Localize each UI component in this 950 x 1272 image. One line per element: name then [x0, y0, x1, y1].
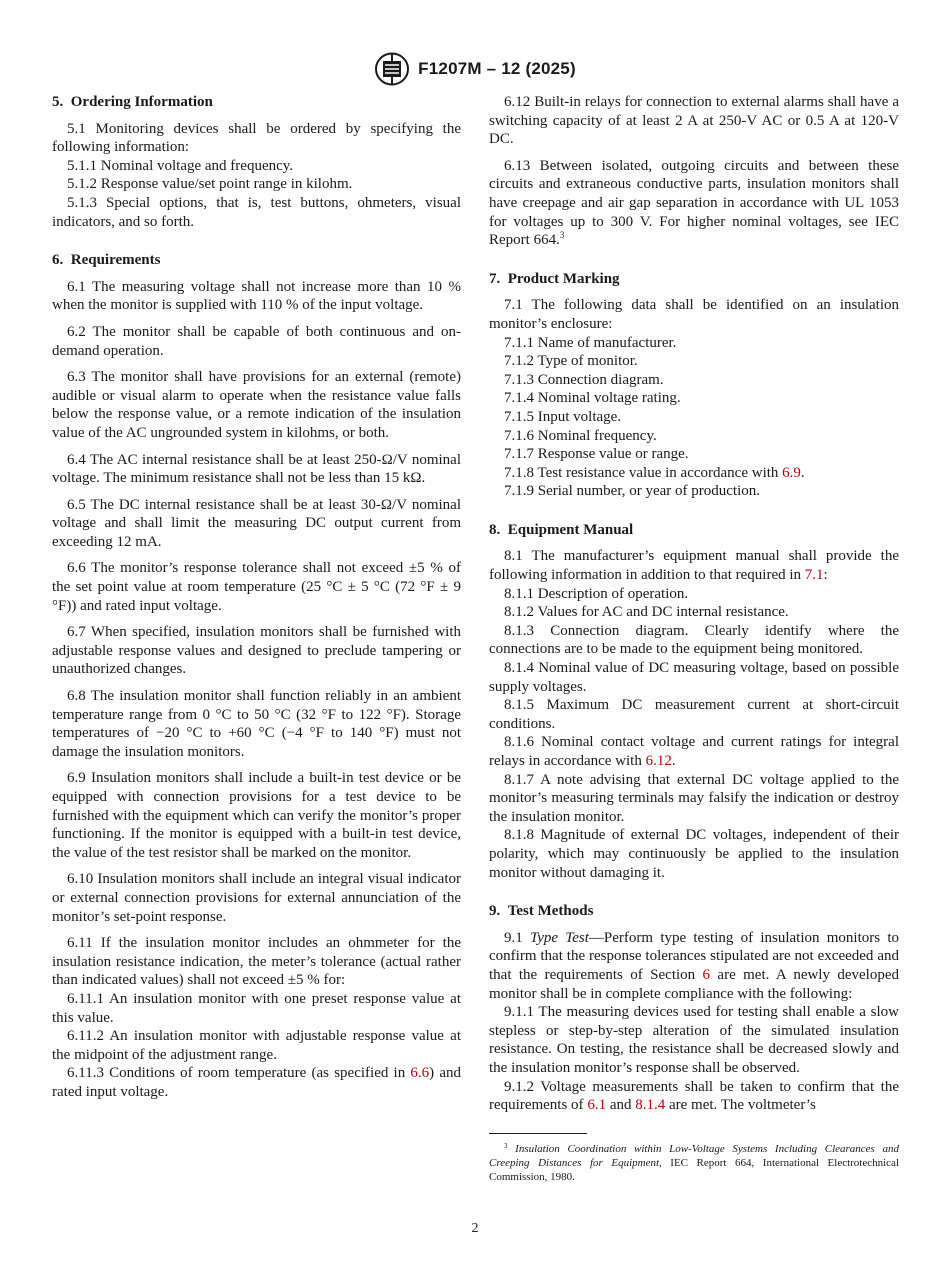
para-8-1-2: 8.1.2 Values for AC and DC internal resistance. [504, 604, 789, 621]
para-7-1-3: 7.1.3 Connection diagram. [504, 371, 664, 388]
para-5-1-3: 5.1.3 Special options, that is, test buttons, ohmeters, visual indicators, and so forth. [52, 194, 461, 230]
para-6-13 [489, 157, 899, 250]
ref-link-section-6[interactable]: 6 [702, 966, 711, 983]
para-8-1-6-text-b: . [671, 753, 676, 769]
section-7-heading: 7. Product Marking [489, 270, 620, 287]
footnote-number: 3 [504, 1141, 508, 1150]
para-8-1-7: 8.1.7 A note advising that external DC voltage applied to the monitor’s measuring terminals may falsify the indication or destroy the insulation monitor. [489, 771, 899, 825]
para-9-1-2 [489, 1078, 899, 1115]
section-5-heading: 5. Ordering Information [52, 94, 213, 110]
para-6-12: 6.12 Built-in relays for connection to external alarms shall have a switching capacity of at least 2 A at 250-V AC or 0.5 A at 120-V DC. [489, 94, 899, 148]
para-8-1-6 [489, 733, 899, 770]
para-7-1-7: 7.1.7 Response value or range. [504, 446, 689, 463]
para-9-1-1: 9.1.1 The measuring devices used for testing shall enable a slow stepless or step-by-step alteration of the simulated insulation resistance. On testing, the resistance shall be decreased slowly and the insulation monitor’s response shall be observed. [489, 1004, 899, 1076]
para-8-1-4: 8.1.4 Nominal value of DC measuring voltage, based on possible supply voltages. [489, 660, 899, 695]
ref-link-7-1[interactable]: 7.1 [804, 567, 824, 584]
para-6-1: 6.1 The measuring voltage shall not increase more than 10 % when the monitor is supplied with 110 % of the input voltage. [52, 278, 461, 314]
para-8-1-6-text-a: 8.1.6 Nominal contact voltage and current ratings for integral relays in accordance with [489, 734, 899, 769]
ref-link-8-1-4[interactable]: 8.1.4 [635, 1097, 666, 1114]
para-6-5: 6.5 The DC internal resistance shall be at least 30-Ω/V nominal voltage and shall limit the measuring DC output current from exceeding 12 mA. [52, 496, 461, 550]
para-7-1: 7.1 The following data shall be identified on an insulation monitor’s enclosure: [489, 297, 899, 332]
para-6-10: 6.10 Insulation monitors shall include an integral visual indicator or external connection provisions for external annunciation of the monitor’s set-point response. [52, 871, 461, 925]
footnote-ref-3[interactable]: 3 [559, 230, 565, 241]
para-6-7: 6.7 When specified, insulation monitors shall be furnished with adjustable response values and designed to preclude tampering or unauthorized changes. [52, 624, 461, 678]
para-6-11: 6.11 If the insulation monitor includes an ohmmeter for the insulation resistance indication, the meter’s tolerance (actual rather than indicated values) shall not exceed ±5 % for: [52, 935, 461, 989]
para-7-1-2: 7.1.2 Type of monitor. [504, 353, 638, 370]
footnote-title: Insulation Coordination within Low-Voltage Systems Including Clearances and Creeping Distances for Equipment [489, 1142, 899, 1169]
para-7-1-5: 7.1.5 Input voltage. [504, 408, 622, 425]
para-5-1-2: 5.1.2 Response value/set point range in kilohm. [67, 176, 353, 193]
para-7-1-4: 7.1.4 Nominal voltage rating. [504, 390, 681, 407]
para-6-11-1: 6.11.1 An insulation monitor with one preset response value at this value. [52, 990, 461, 1026]
para-9-1-2-text-mid: and [606, 1097, 636, 1114]
para-9-1-text-a: —Perform type testing of insulation monitors to confirm that the response tolerances stipulated are not exceeded and that the requirements of Section [489, 929, 900, 983]
section-8-heading: 8. Equipment Manual [489, 521, 634, 538]
para-9-1-2-text-a: 9.1.2 Voltage measurements shall be taken to confirm that the requirements of [489, 1078, 899, 1114]
ref-link-6-6[interactable]: 6.6 [410, 1065, 430, 1082]
para-7-1-8 [489, 464, 899, 483]
para-9-1-caption: Type Test [530, 929, 589, 946]
para-8-1-1: 8.1.1 Description of operation. [504, 585, 689, 602]
left-column [52, 93, 461, 1102]
para-6-11-3-text-a: 6.11.3 Conditions of room temperature (as specified in [67, 1065, 411, 1082]
para-8-1-3: 8.1.3 Connection diagram. Clearly identify where the connections are to be made to the equipment being monitored. [489, 622, 899, 658]
section-9-heading: 9. Test Methods [489, 903, 594, 920]
para-6-11-3-text-b: ) and rated input voltage. [52, 1065, 462, 1100]
para-9-1-text-b: are met. A newly developed monitor shall be in complete compliance with the following: [489, 966, 900, 1002]
para-6-6: 6.6 The monitor’s response tolerance shall not exceed ±5 % of the set point value at room temperature (25 °C ± 5 °C (72 °F ± 9 °F)) and rated input voltage. [52, 560, 461, 614]
para-8-1-text-a: 8.1 The manufacturer’s equipment manual shall provide the following information in addition to that required in [489, 548, 899, 584]
footnote-text: , IEC Report 664, International Electrotechnical Commission, 1980. [489, 1156, 899, 1183]
para-8-1-5: 8.1.5 Maximum DC measurement current at short-circuit conditions. [489, 697, 899, 732]
para-7-1-8-text-a: 7.1.8 Test resistance value in accordance with [504, 464, 783, 481]
ref-link-6-9[interactable]: 6.9 [782, 464, 801, 481]
para-6-2: 6.2 The monitor shall be capable of both continuous and on-demand operation. [52, 323, 461, 359]
para-7-1-6: 7.1.6 Nominal frequency. [504, 427, 657, 444]
para-8-1 [489, 547, 899, 584]
para-8-1-8: 8.1.8 Magnitude of external DC voltages, independent of their polarity, which may continuously be applied to the insulation monitor without damaging it. [489, 827, 899, 881]
para-8-1-text-b: : [823, 567, 828, 584]
section-6-heading: 6. Requirements [52, 252, 161, 269]
ref-link-6-12[interactable]: 6.12 [645, 753, 672, 769]
para-7-1-1: 7.1.1 Name of manufacturer. [504, 334, 677, 351]
standard-designation: F1207M – 12 (2025) [418, 59, 576, 78]
para-7-1-9: 7.1.9 Serial number, or year of production. [504, 483, 760, 500]
para-6-9: 6.9 Insulation monitors shall include a built-in test device or be equipped with connection provisions for a test device to be furnished with the equipment which can verify the monitor’s proper functioning. If the monitor is equipped with a built-in test device, the value of the test resistor shall be marked on the monitor. [52, 770, 461, 861]
para-6-3: 6.3 The monitor shall have provisions for an external (remote) audible or visual alarm to operate when the resistance value falls below the response value, or a remote indication of the insulation value of the AC ungrounded system in kilohms, or both. [52, 369, 461, 441]
page-header [0, 52, 950, 91]
footnote-3 [489, 1142, 899, 1184]
para-6-4: 6.4 The AC internal resistance shall be at least 250-Ω/V nominal voltage. The minimum resistance shall not be less than 15 kΩ. [52, 451, 461, 487]
para-5-1-1: 5.1.1 Nominal voltage and frequency. [67, 157, 294, 174]
para-6-11-2: 6.11.2 An insulation monitor with adjustable response value at the midpoint of the adjustment range. [52, 1028, 461, 1063]
para-9-1-2-text-b: are met. The voltmeter’s [665, 1097, 816, 1114]
para-6-13-text: 6.13 Between isolated, outgoing circuits and between these circuits and extraneous conductive parts, insulation monitors shall have creepage and air gap separation in accordance with UL 1053 for voltages up to 300 V. For higher nominal voltages, see IEC Report 664. [489, 157, 899, 249]
right-column [489, 93, 899, 1184]
footnote-divider [489, 1133, 587, 1134]
para-9-1-number: 9.1 [504, 929, 530, 946]
para-6-11-3 [52, 1064, 461, 1101]
astm-logo-icon [374, 52, 410, 86]
ref-link-6-1[interactable]: 6.1 [587, 1097, 607, 1114]
para-9-1 [489, 929, 899, 1003]
page-number: 2 [471, 1221, 479, 1236]
para-6-8: 6.8 The insulation monitor shall function reliably in an ambient temperature range from 0 °C to 50 °C (32 °F to 122 °F). Storage temperatures of −20 °C to +60 °C (−4 °F to 140 °F) must not damage the insulation monitors. [52, 688, 461, 760]
para-5-1: 5.1 Monitoring devices shall be ordered by specifying the following information: [52, 120, 461, 156]
para-7-1-8-text-b: . [800, 464, 805, 481]
